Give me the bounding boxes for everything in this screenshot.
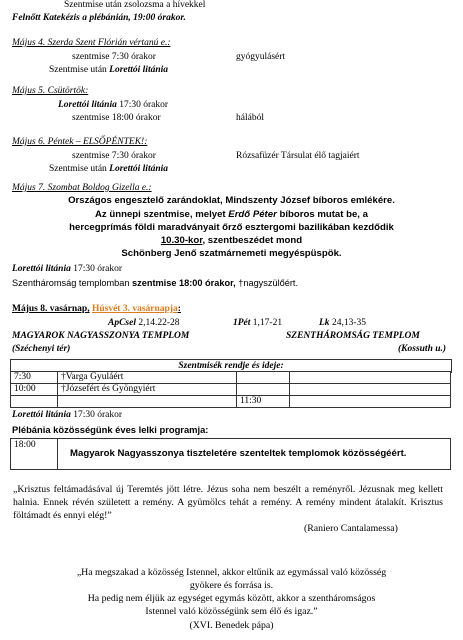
- may8-litany-time: 17:30 órakor: [70, 410, 123, 420]
- church-left-location: (Széchenyi tér): [12, 344, 71, 354]
- quote-benedict-line4: Istennel való közösségünk sem élő és igaz.”: [145, 606, 318, 617]
- table-row: [11, 372, 451, 384]
- church-right-name: SZENTHÁROMSÁG TEMPLOM: [286, 331, 420, 341]
- schedule-intention-2: [290, 372, 451, 384]
- schedule-intention: †Varga Gyuláért: [58, 372, 237, 384]
- may7-sermon: , szentbeszédet mond: [202, 235, 303, 246]
- may5-mass: szentmise 18:00 órakor: [72, 113, 161, 123]
- mass-schedule-table: [10, 371, 451, 408]
- may7-heading: Május 7. Szombat Boldog Gizella e.:: [12, 183, 152, 193]
- quote-cantalamessa: „Krisztus feltámadásával új Teremtés jött létre. Jézus soha nem beszélt a reményről. Jézusnak meg kellett halnia. Ennek révén született a remény. A gyümölcs tehát a remény. A remény mindent átalakít. Krisztus föltámadt és ennyi elég!”: [13, 484, 443, 521]
- program-title: Plébánia közösségünk éves lelki programja:: [12, 424, 209, 435]
- may6-intention: Rózsafüzér Társulat élő tagjaiért: [236, 151, 360, 161]
- reading-2-label: 1Pét: [233, 318, 251, 328]
- schedule-intention-2: [290, 396, 451, 408]
- may8-heading-feast: Húsvét 3. vasárnapja: [91, 304, 178, 314]
- may8-reading-2: [233, 318, 282, 329]
- table-row: [11, 439, 451, 470]
- may7-pilgrimage-line5: Schönberg Jenő szatmárnemeti megyéspüspök.: [121, 248, 342, 259]
- schedule-intention: [58, 396, 237, 408]
- may7-mass-bold: szentmise 18:00 órakor,: [132, 278, 236, 288]
- may8-heading-prefix: Május 8. vasárnap,: [12, 304, 90, 314]
- may8-reading-1: [108, 318, 180, 329]
- may4-after-prefix: Szentmise után: [49, 65, 110, 75]
- may7-pilgrimage-line2: [0, 210, 463, 221]
- quote-benedict-author: (XVI. Benedek pápa): [189, 620, 274, 631]
- table-row: [11, 384, 451, 396]
- church-left-name: MAGYAROK NAGYASSZONYA TEMPLOM: [12, 331, 190, 341]
- may5-heading: Május 5. Csütörtök:: [12, 86, 89, 96]
- schedule-time: [11, 396, 58, 408]
- may7-pilgrimage-line3: hercegprímás földi maradványait őrző esztergomi bazilikában kezdődik: [69, 222, 394, 233]
- schedule-time-2: [237, 384, 290, 396]
- reading-1-ref: 2,14.22-28: [135, 318, 180, 328]
- may5-litany: [58, 100, 168, 111]
- schedule-time: 7:30: [11, 372, 58, 384]
- may8-heading-colon: :: [177, 304, 181, 314]
- may5-litany-time: 17:30 órakor: [116, 100, 169, 110]
- may7-pilgrimage-text-a: Az ünnepi szentmise, melyet: [95, 209, 229, 220]
- top-line-vespers: Szentmise után zsolozsma a hívekkel: [64, 0, 206, 10]
- may7-litany-label: Lorettói litánia: [12, 264, 71, 274]
- may5-litany-label: Lorettói litánia: [58, 100, 117, 110]
- quote-benedict-line2: gyökere és forrása is.: [189, 580, 274, 591]
- reading-3-label: Lk: [319, 318, 330, 328]
- may7-start-time: 10.30-kor: [160, 235, 203, 246]
- may7-pilgrimage-line4: [0, 236, 463, 247]
- reading-1-label: ApCsel: [108, 318, 136, 328]
- schedule-intention-2: [290, 384, 451, 396]
- may8-litany: [12, 410, 122, 421]
- may7-pilgrimage-text-b: bíboros mutat be, a: [276, 209, 368, 220]
- quote-benedict-line1: „Ha megszakad a közösség Istennel, akkor eltűnik az egymással való közösség: [76, 567, 387, 578]
- schedule-time-2: 11:30: [237, 396, 290, 408]
- may7-celebrant: Erdő Péter: [228, 209, 277, 220]
- may4-heading: Május 4. Szerda Szent Flórián vértanú e.:: [12, 38, 171, 48]
- may6-mass: szentmise 7:30 órakor: [72, 151, 156, 161]
- reading-2-ref: 1,17-21: [250, 318, 283, 328]
- may6-after: [49, 164, 168, 175]
- may7-mass-prefix: Szentháromság templomban: [12, 278, 133, 288]
- may6-after-litany: Lorettói litánia: [109, 164, 169, 174]
- may6-after-prefix: Szentmise után: [49, 164, 110, 174]
- may4-mass: szentmise 7:30 órakor: [72, 52, 156, 62]
- program-text: Magyarok Nagyasszonya tiszteletére szenteltek templomok közösségéért.: [58, 439, 451, 470]
- may8-litany-label: Lorettói litánia: [12, 410, 71, 420]
- may6-heading: Május 6. Péntek – ELSŐPÉNTEK!:: [12, 137, 148, 147]
- may5-intention: hálából: [236, 113, 264, 123]
- program-time: 18:00: [11, 439, 58, 470]
- schedule-title: Szentmisék rendje és ideje:: [10, 359, 452, 373]
- quote-cantalamessa-author: (Raniero Cantalamessa): [304, 523, 398, 534]
- may7-litany-time: 17:30 órakor: [70, 264, 123, 274]
- schedule-time-2: [237, 372, 290, 384]
- schedule-intention: †Józsefért és Gyöngyiért: [58, 384, 237, 396]
- may7-pilgrimage-line1: Országos engesztelő zarándoklat, Mindszenty József bíboros emlékére.: [68, 195, 395, 206]
- may4-intention: gyógyulásért: [236, 52, 286, 62]
- may4-after-litany: Lorettói litánia: [109, 65, 169, 75]
- quote-benedict-line3: Ha pedig nem éljük az egységet egymás között, akkor a szentháromságos: [87, 593, 376, 604]
- church-right-location: (Kossuth u.): [398, 344, 447, 354]
- may8-reading-3: [319, 318, 366, 329]
- schedule-time: 10:00: [11, 384, 58, 396]
- may7-litany: [12, 264, 122, 275]
- table-row: [11, 396, 451, 408]
- may8-heading: [12, 304, 181, 315]
- may7-mass: [12, 278, 298, 288]
- top-line-catechesis: Felnőtt Katekézis a plébánián, 19:00 órakor.: [12, 13, 186, 23]
- may4-after: [49, 65, 168, 76]
- may7-mass-suffix: †nagyszülőért.: [235, 278, 298, 288]
- reading-3-ref: 24,13-35: [329, 318, 366, 328]
- program-table: [10, 438, 451, 470]
